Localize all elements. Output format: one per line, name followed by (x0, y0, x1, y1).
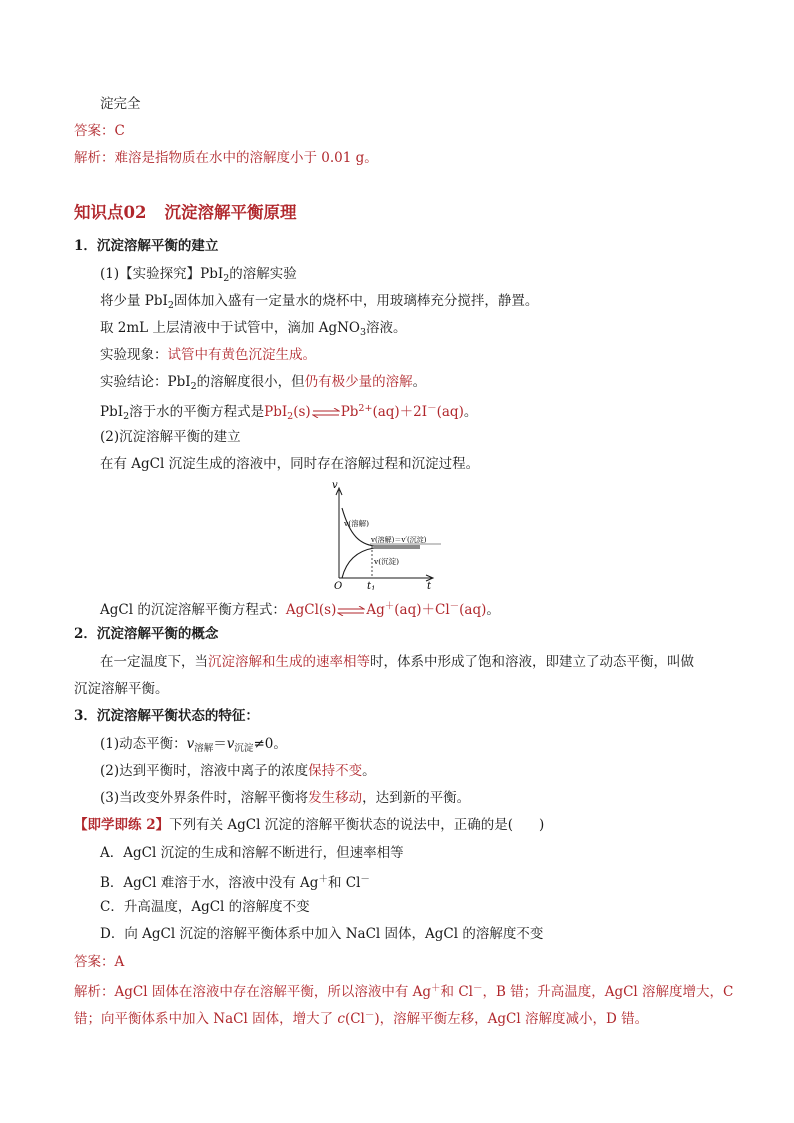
text-line: 在有 AgCl 沉淀生成的溶液中，同时存在溶解过程和沉淀过程。 (100, 456, 480, 472)
text-line: 取 2mL 上层清液中于试管中，滴加 AgNO$_3$溶液。 (100, 320, 407, 338)
option-c: C．升高温度，AgCl 的溶解度不变 (100, 899, 310, 915)
subheading-3: 3．沉淀溶解平衡状态的特征： (74, 708, 259, 724)
y-axis-label: v (332, 480, 338, 491)
answer-line: 答案：C (74, 123, 125, 139)
text-line: (1)【实验探究】PbI$_2$的溶解实验 (100, 266, 297, 284)
text-line: (3)当改变外界条件时，溶解平衡将发生移动，达到新的平衡。 (100, 790, 471, 806)
text-line: (2)沉淀溶解平衡的建立 (100, 429, 241, 445)
equal-rate-label: v(溶解)＝v′(沉淀) (371, 536, 427, 544)
text-line: 沉淀溶解平衡。 (74, 681, 169, 697)
equation-line: PbI$_2$溶于水的平衡方程式是PbI$_2$(s) $Pb^{2+}(aq)+2I^-(aq)$。 (100, 403, 478, 422)
rate-time-graph (322, 478, 446, 590)
subheading-1: 1．沉淀溶解平衡的建立 (74, 238, 219, 254)
exercise-question: 【即学即练 2】下列有关 AgCl 沉淀的溶解平衡状态的说法中，正确的是( ) (74, 817, 545, 833)
section-heading: 知识点02 沉淀溶解平衡原理 (74, 203, 297, 222)
x-axis-label: t (427, 581, 432, 590)
exercise-tag: 【即学即练 2】 (74, 817, 170, 833)
origin-label: O (334, 581, 343, 590)
option-d: D．向 AgCl 沉淀的溶解平衡体系中加入 NaCl 固体，AgCl 的溶解度不变 (100, 926, 544, 942)
text-line: 实验现象：试管中有黄色沉淀生成。 (100, 347, 316, 363)
dissolve-label: v(溶解) (344, 519, 370, 528)
precip-label: v(沉淀) (374, 557, 400, 566)
text-line: 淀完全 (100, 96, 141, 112)
text-line: 将少量 PbI$_2$固体加入盛有一定量水的烧杯中，用玻璃棒充分搅拌，静置。 (100, 293, 539, 311)
text-line: (2)达到平衡时，溶液中离子的浓度保持不变。 (100, 763, 376, 779)
analysis-line: 解析：难溶是指物质在水中的溶解度小于 0.01 g。 (74, 150, 378, 166)
equilibrium-arrow-icon (337, 606, 365, 616)
text-line: 在一定温度下，当沉淀溶解和生成的速率相等时，体系中形成了饱和溶液，即建立了动态平衡，叫做 (100, 654, 694, 670)
equation-line: AgCl 的沉淀溶解平衡方程式：AgCl(s) Ag＋(aq)＋Cl－(aq)。 (100, 601, 500, 618)
t1-label: $t_1$ (367, 581, 376, 590)
option-b: B．AgCl 难溶于水，溶液中没有 Ag＋和 Cl－ (100, 874, 370, 891)
text-line: 实验结论：PbI$_2$的溶解度很小，但仍有极少量的溶解。 (100, 374, 427, 392)
subheading-2: 2．沉淀溶解平衡的概念 (74, 626, 219, 642)
equilibrium-arrow-icon (312, 408, 340, 418)
analysis-line: 错；向平衡体系中加入 NaCl 固体，增大了 c(Cl－)，溶解平衡左移，AgCl 溶解度减小，D 错。 (74, 1010, 649, 1027)
option-a: A．AgCl 沉淀的生成和溶解不断进行，但速率相等 (100, 845, 404, 861)
analysis-line: 解析：AgCl 固体在溶液中存在溶解平衡，所以溶液中有 Ag＋和 Cl－，B 错；升高温度，AgCl 溶解度增大，C (74, 983, 734, 1000)
answer-line: 答案：A (74, 954, 125, 970)
text-line: (1)动态平衡：$v_{溶解}=v_{沉淀}\ne 0$。 (100, 736, 287, 754)
